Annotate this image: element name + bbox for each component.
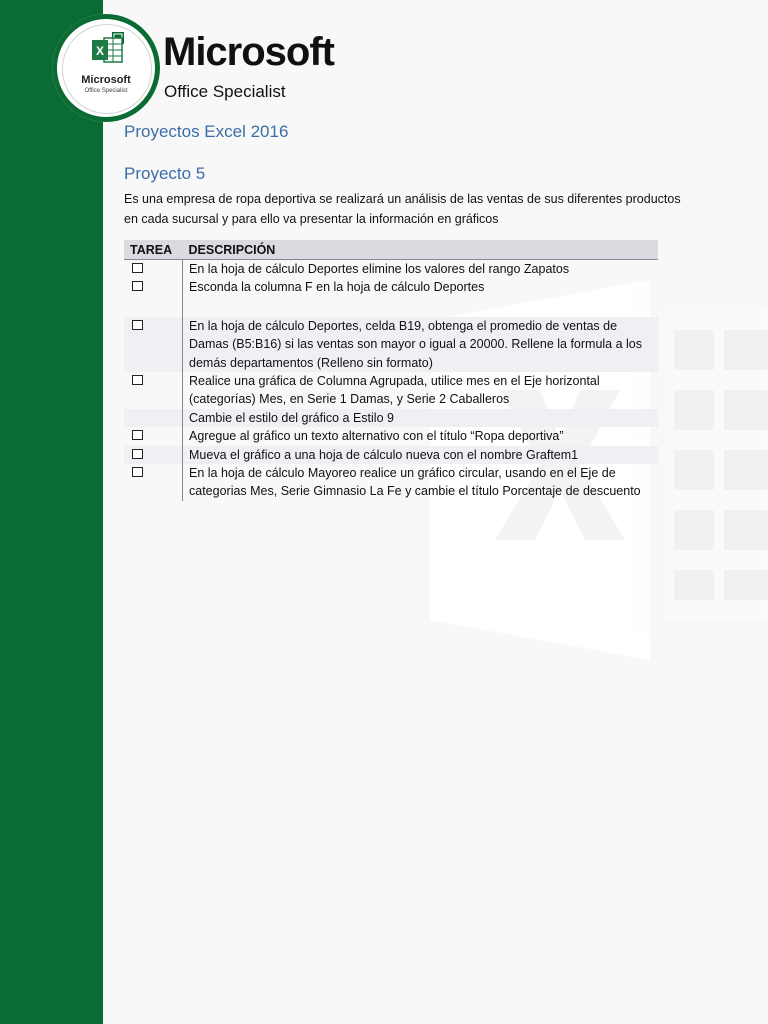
task-checkbox-cell: [124, 278, 183, 316]
task-description: Realice una gráfica de Columna Agrupada, utilice mes en el Eje horizontal (categorías) Mes, en Serie 1 Damas, y Serie 2 Caballeros: [183, 372, 659, 409]
badge-brand-name: Microsoft: [81, 74, 131, 86]
badge-brand-sub: Office Specialist: [84, 88, 128, 94]
table-row: [124, 317, 658, 372]
task-checkbox-cell: [124, 260, 183, 279]
task-description: Cambie el estilo del gráfico a Estilo 9: [183, 409, 659, 427]
task-checkbox[interactable]: [132, 375, 143, 385]
task-description: Mueva el gráfico a una hoja de cálculo nueva con el nombre Graftem1: [183, 446, 659, 464]
intro-paragraph: Es una empresa de ropa deportiva se realizará un análisis de las ventas de sus diferentes productos en cada sucursal y para ello va presentar la información en gráficos: [124, 192, 681, 226]
table-row: [124, 409, 658, 427]
excel-logo-icon: [90, 36, 124, 64]
project-title: Proyecto 5: [124, 164, 206, 183]
brand-subtitle: Office Specialist: [164, 82, 286, 101]
task-checkbox[interactable]: [132, 430, 143, 440]
tasks-table: [124, 240, 658, 501]
table-row: [124, 260, 658, 279]
svg-text:X: X: [95, 44, 105, 58]
task-checkbox-cell: [124, 446, 183, 464]
table-row: [124, 372, 658, 409]
task-checkbox[interactable]: [132, 320, 143, 330]
task-description: Esconda la columna F en la hoja de cálculo Deportes: [183, 278, 659, 316]
task-checkbox[interactable]: [132, 281, 143, 291]
tasks-body: [124, 260, 658, 501]
task-checkbox[interactable]: [132, 449, 143, 459]
task-checkbox-cell: [124, 409, 183, 427]
table-row: [124, 278, 658, 316]
mos-badge: [52, 14, 160, 122]
task-checkbox[interactable]: [132, 263, 143, 273]
task-description: En la hoja de cálculo Deportes, celda B19, obtenga el promedio de ventas de Damas (B5:B16) si las ventas son mayor o igual a 20000. Rellene la formula a los demás departamentos (Relleno sin formato): [183, 317, 659, 372]
task-checkbox-cell: [124, 464, 183, 501]
series-title: Proyectos Excel 2016: [124, 122, 289, 141]
table-row: [124, 427, 658, 445]
header-descripcion: DESCRIPCIÓN: [183, 240, 659, 260]
task-checkbox-cell: [124, 427, 183, 445]
sidebar-green-bar: [0, 0, 103, 1024]
task-description: En la hoja de cálculo Mayoreo realice un gráfico circular, usando en el Eje de categorias Mes, Serie Gimnasio La Fe y cambie el título Porcentaje de descuento: [183, 464, 659, 501]
table-row: [124, 446, 658, 464]
task-description: Agregue al gráfico un texto alternativo con el título “Ropa deportiva”: [183, 427, 659, 445]
task-description: En la hoja de cálculo Deportes elimine los valores del rango Zapatos: [183, 260, 659, 279]
header-tarea: TAREA: [124, 240, 183, 260]
task-checkbox-cell: [124, 372, 183, 409]
table-header-row: [124, 240, 658, 260]
task-checkbox[interactable]: [132, 467, 143, 477]
table-row: [124, 464, 658, 501]
brand-title: Microsoft: [163, 30, 334, 74]
task-checkbox-cell: [124, 317, 183, 372]
